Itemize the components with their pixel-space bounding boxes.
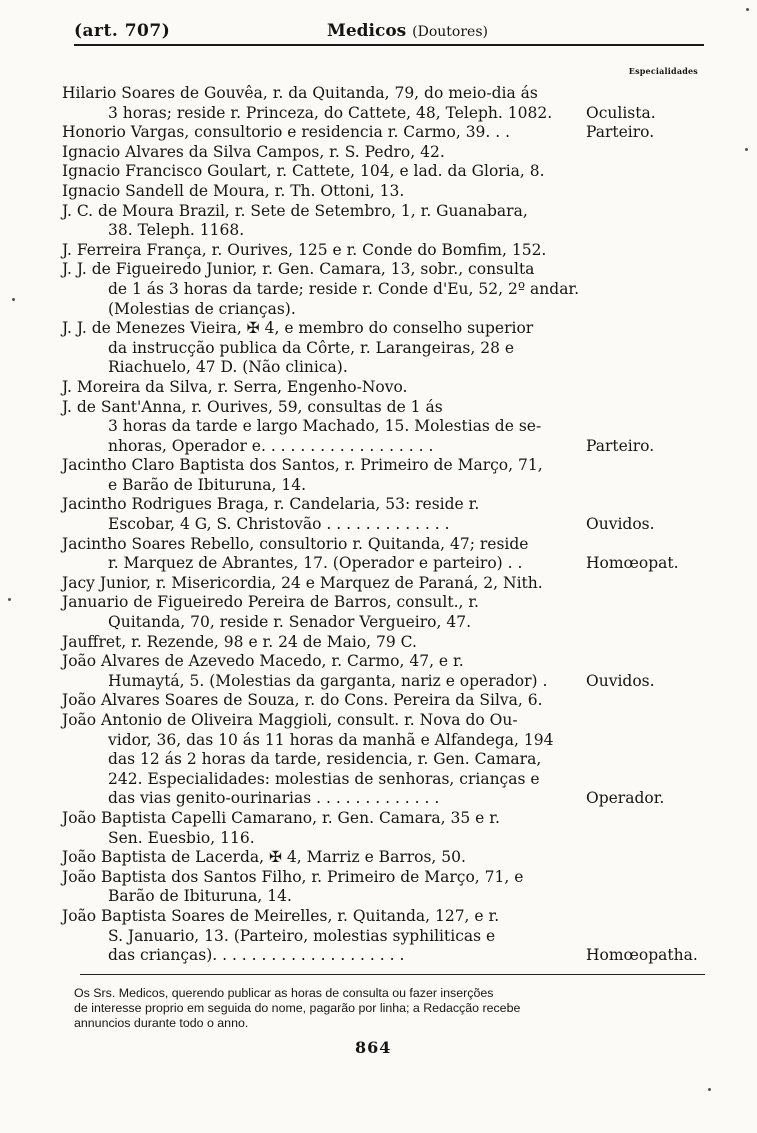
- physician-entry: [0, 809, 757, 848]
- page-number: 864: [355, 1038, 392, 1057]
- entry-line-row: [0, 398, 757, 418]
- entry-continuation-line: das vias genito-ourinarias . . . . . . . . . . . . .: [108, 789, 440, 808]
- entry-name-line: Jacintho Claro Baptista dos Santos, r. Primeiro de Março, 71,: [62, 456, 543, 475]
- entry-name-line: Jauffret, r. Rezende, 98 e r. 24 de Maio, 79 C.: [62, 632, 417, 651]
- entry-specialty: Oculista.: [586, 103, 656, 122]
- entry-line-row: [0, 495, 757, 515]
- entry-line-row: [0, 789, 757, 809]
- entry-line-row: [0, 593, 757, 613]
- entry-line-row: [0, 750, 757, 770]
- physician-entry: [0, 633, 757, 653]
- entry-line-row: [0, 143, 757, 163]
- entry-specialty: Parteiro.: [586, 436, 655, 455]
- entry-name-line: J. J. de Figueiredo Junior, r. Gen. Camara, 13, sobr., consulta: [62, 260, 535, 279]
- entry-continuation-line: nhoras, Operador e. . . . . . . . . . . . . . . . . .: [108, 436, 434, 455]
- entry-continuation-line: 38. Teleph. 1168.: [108, 221, 245, 240]
- footer-divider: [80, 974, 705, 975]
- entry-continuation-line: 3 horas da tarde e largo Machado, 15. Molestias de se-: [108, 417, 542, 436]
- physician-entry: [0, 398, 757, 457]
- entry-name-line: Jacintho Soares Rebello, consultorio r. Quitanda, 47; reside: [62, 534, 529, 553]
- entry-continuation-line: 3 horas; reside r. Princeza, do Cattete, 48, Teleph. 1082.: [108, 103, 553, 122]
- entry-line-row: [0, 652, 757, 672]
- entry-line-row: [0, 476, 757, 496]
- entry-continuation-line: de 1 ás 3 horas da tarde; reside r. Conde d'Eu, 52, 2º andar.: [108, 279, 580, 298]
- footer-notice: [74, 986, 714, 1031]
- ink-speck: [745, 148, 748, 151]
- entry-continuation-line: das 12 ás 2 horas da tarde, residencia, r. Gen. Camara,: [108, 750, 542, 769]
- title-subtitle: (Doutores): [412, 24, 488, 40]
- entry-line-row: [0, 300, 757, 320]
- entry-continuation-line: Quitanda, 70, reside r. Senador Vergueiro, 47.: [108, 613, 472, 632]
- ink-speck: [708, 1088, 711, 1091]
- entry-continuation-line: Riachuelo, 47 D. (Não clinica).: [108, 358, 348, 377]
- entry-line-row: [0, 280, 757, 300]
- entry-line-row: [0, 907, 757, 927]
- entry-line-row: [0, 104, 757, 124]
- physician-entry: [0, 241, 757, 261]
- entry-specialty: Parteiro.: [586, 123, 655, 142]
- entry-line-row: [0, 672, 757, 692]
- entry-name-line: Jacy Junior, r. Misericordia, 24 e Marquez de Paraná, 2, Nith.: [62, 573, 543, 592]
- footer-line: Os Srs. Medicos, querendo publicar as horas de consulta ou fazer inserções: [74, 986, 494, 1000]
- entry-line-row: [0, 260, 757, 280]
- entry-continuation-line: da instrucção publica da Côrte, r. Larangeiras, 28 e: [108, 338, 515, 357]
- entry-specialty: Homœopat.: [586, 554, 679, 573]
- physician-entry: [0, 84, 757, 123]
- entry-line-row: [0, 182, 757, 202]
- physician-entry: [0, 202, 757, 241]
- entry-continuation-line: das crianças). . . . . . . . . . . . . . . . . . . .: [108, 946, 405, 965]
- entry-line-row: [0, 809, 757, 829]
- physician-entry: [0, 848, 757, 868]
- physician-entry: [0, 652, 757, 691]
- entry-name-line: Ignacio Alvares da Silva Campos, r. S. Pedro, 42.: [62, 142, 445, 161]
- physician-entry: [0, 162, 757, 182]
- footer-line: annuncios durante todo o anno.: [74, 1016, 249, 1030]
- entry-line-row: [0, 691, 757, 711]
- entry-name-line: João Baptista de Lacerda, ✠ 4, Marriz e Barros, 50.: [62, 848, 466, 867]
- physician-entry: [0, 456, 757, 495]
- physician-entry: [0, 691, 757, 711]
- entry-name-line: Ignacio Francisco Goulart, r. Cattete, 104, e lad. da Gloria, 8.: [62, 162, 545, 181]
- entry-line-row: [0, 731, 757, 751]
- ink-speck: [746, 8, 749, 11]
- physician-entry: [0, 319, 757, 378]
- entry-name-line: Ignacio Sandell de Moura, r. Th. Ottoni, 13.: [62, 181, 405, 200]
- entry-continuation-line: Humaytá, 5. (Molestias da garganta, nariz e operador) .: [108, 671, 548, 690]
- entry-continuation-line: S. Januario, 13. (Parteiro, molestias syphiliticas e: [108, 926, 496, 945]
- physician-entry: [0, 143, 757, 163]
- entry-line-row: [0, 927, 757, 947]
- entry-line-row: [0, 123, 757, 143]
- physician-entry: [0, 593, 757, 632]
- entry-name-line: J. Ferreira França, r. Ourives, 125 e r. Conde do Bomfim, 152.: [62, 240, 547, 259]
- physician-entry: [0, 711, 757, 809]
- entry-line-row: [0, 241, 757, 261]
- entry-continuation-line: Barão de Ibituruna, 14.: [108, 887, 292, 906]
- entry-name-line: João Baptista dos Santos Filho, r. Primeiro de Março, 71, e: [62, 867, 524, 886]
- physician-entry: [0, 378, 757, 398]
- entry-specialty: Homœopatha.: [586, 946, 698, 965]
- entry-name-line: João Baptista Capelli Camarano, r. Gen. Camara, 35 e r.: [62, 808, 500, 827]
- footer-line: de interesse proprio em seguida do nome, pagarão por linha; a Redacção recebe: [74, 1001, 521, 1015]
- entry-name-line: J. Moreira da Silva, r. Serra, Engenho-Novo.: [62, 377, 408, 396]
- entry-line-row: [0, 378, 757, 398]
- page-title: [327, 21, 488, 41]
- specialty-column-heading: Especialidades: [628, 66, 698, 76]
- entry-line-row: [0, 456, 757, 476]
- article-number: (art. 707): [74, 21, 171, 41]
- entry-continuation-line: e Barão de Ibituruna, 14.: [108, 475, 306, 494]
- entry-line-row: [0, 339, 757, 359]
- entry-line-row: [0, 162, 757, 182]
- entry-line-row: [0, 221, 757, 241]
- entry-name-line: Hilario Soares de Gouvêa, r. da Quitanda, 79, do meio-dia ás: [62, 84, 538, 102]
- entry-line-row: [0, 633, 757, 653]
- physician-entry: [0, 260, 757, 319]
- entry-line-row: [0, 515, 757, 535]
- physician-entry: [0, 495, 757, 534]
- entry-line-row: [0, 868, 757, 888]
- entry-continuation-line: (Molestias de crianças).: [108, 299, 296, 318]
- entry-line-row: [0, 574, 757, 594]
- entry-continuation-line: 242. Especialidades: molestias de senhoras, crianças e: [108, 769, 540, 788]
- entry-line-row: [0, 613, 757, 633]
- entry-line-row: [0, 358, 757, 378]
- entry-name-line: Jacintho Rodrigues Braga, r. Candelaria, 53: reside r.: [62, 495, 480, 514]
- physician-entry: [0, 868, 757, 907]
- entry-line-row: [0, 437, 757, 457]
- entry-line-row: [0, 84, 757, 104]
- entry-line-row: [0, 946, 757, 966]
- physician-entry: [0, 123, 757, 143]
- entry-line-row: [0, 848, 757, 868]
- entry-line-row: [0, 887, 757, 907]
- physician-list: [0, 84, 757, 966]
- entry-name-line: Januario de Figueiredo Pereira de Barros, consult., r.: [62, 593, 479, 612]
- entry-continuation-line: vidor, 36, das 10 ás 11 horas da manhã e Alfandega, 194: [108, 730, 554, 749]
- physician-entry: [0, 907, 757, 966]
- entry-name-line: João Baptista Soares de Meirelles, r. Quitanda, 127, e r.: [62, 906, 500, 925]
- entry-continuation-line: Sen. Euesbio, 116.: [108, 828, 255, 847]
- title-text: Medicos: [327, 21, 407, 41]
- page-header: [74, 18, 704, 46]
- entry-name-line: João Antonio de Oliveira Maggioli, consult. r. Nova do Ou-: [62, 711, 518, 729]
- ink-speck: [12, 298, 15, 301]
- entry-name-line: João Alvares de Azevedo Macedo, r. Carmo, 47, e r.: [62, 652, 464, 671]
- entry-continuation-line: r. Marquez de Abrantes, 17. (Operador e parteiro) . .: [108, 554, 523, 573]
- entry-specialty: Operador.: [586, 789, 665, 808]
- entry-name-line: João Alvares Soares de Souza, r. do Cons. Pereira da Silva, 6.: [62, 691, 543, 710]
- physician-entry: [0, 535, 757, 574]
- physician-entry: [0, 182, 757, 202]
- entry-specialty: Ouvidos.: [586, 671, 655, 690]
- entry-line-row: [0, 202, 757, 222]
- entry-name-line: J. J. de Menezes Vieira, ✠ 4, e membro do conselho superior: [62, 319, 534, 338]
- entry-line-row: [0, 829, 757, 849]
- entry-line-row: [0, 770, 757, 790]
- entry-specialty: Ouvidos.: [586, 515, 655, 534]
- physician-entry: [0, 574, 757, 594]
- entry-name-line: J. de Sant'Anna, r. Ourives, 59, consultas de 1 ás: [62, 397, 443, 416]
- entry-name-line: Honorio Vargas, consultorio e residencia r. Carmo, 39. . .: [62, 123, 511, 142]
- ink-speck: [8, 598, 11, 601]
- entry-name-line: J. C. de Moura Brazil, r. Sete de Setembro, 1, r. Guanabara,: [62, 201, 528, 220]
- entry-continuation-line: Escobar, 4 G, S. Christovão . . . . . . . . . . . . .: [108, 515, 450, 534]
- entry-line-row: [0, 319, 757, 339]
- entry-line-row: [0, 554, 757, 574]
- entry-line-row: [0, 417, 757, 437]
- entry-line-row: [0, 711, 757, 731]
- entry-line-row: [0, 535, 757, 555]
